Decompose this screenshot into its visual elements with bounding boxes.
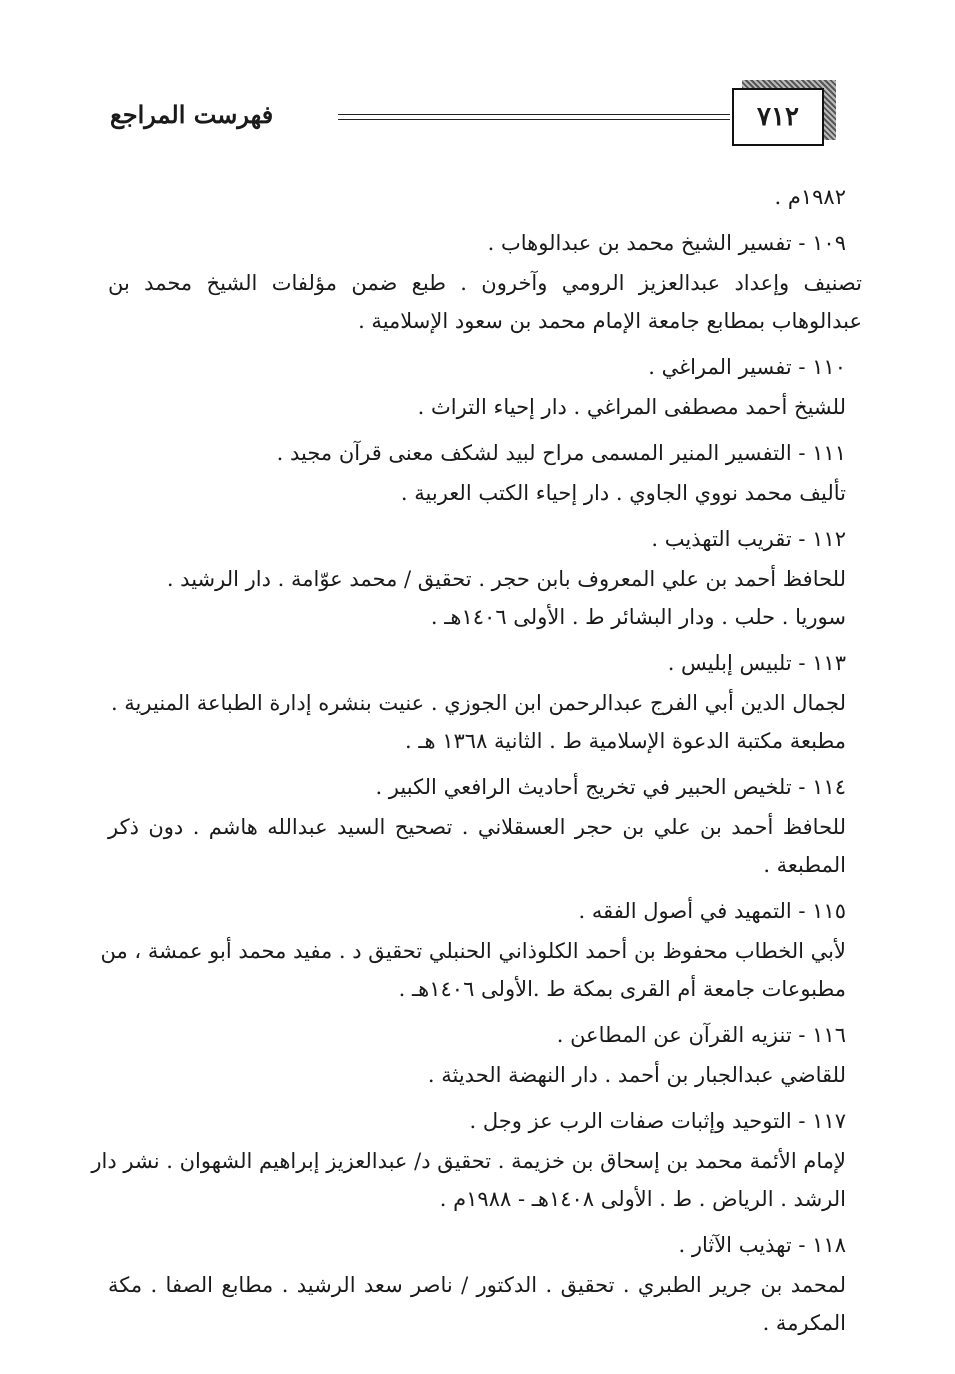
entry-line: عبدالوهاب بمطابع جامعة الإمام محمد بن سعود الإسلامية . (358, 309, 862, 333)
entry-line: للحافظ أحمد بن علي بن حجر العسقلاني . تصحيح السيد عبدالله هاشم . دون ذكر (108, 815, 846, 839)
lead-line: ١٩٨٢م . (774, 185, 846, 209)
entry-title: ١١٦ - تنزيه القرآن عن المطاعن . (556, 1023, 846, 1047)
reference-entry-116 (108, 1014, 846, 1094)
entry-title: ١١١ - التفسير المنير المسمى مراح لبيد لشكف معنى قرآن مجيد . (276, 441, 846, 465)
reference-entry-112 (108, 518, 846, 636)
reference-entry-110 (108, 346, 846, 426)
entry-line: لمحمد بن جرير الطبري . تحقيق . الدكتور / ناصر سعد الرشيد . مطابع الصفا . مكة (108, 1273, 846, 1297)
entry-title: ١١٨ - تهذيب الآثار . (678, 1233, 846, 1257)
reference-entry-115 (100, 890, 846, 1008)
entry-line: الرشد . الرياض . ط . الأولى ١٤٠٨هـ - ١٩٨٨م . (439, 1187, 846, 1211)
entry-title: ١١٣ - تلبيس إبليس . (667, 651, 846, 675)
reference-entry-117 (91, 1100, 846, 1218)
entry-title: ١١٥ - التمهيد في أصول الفقه . (578, 899, 846, 923)
entry-line: للحافظ أحمد بن علي المعروف بابن حجر . تحقيق / محمد عوّامة . دار الرشيد . (166, 567, 846, 591)
reference-entry-118 (108, 1224, 846, 1342)
header-rule (338, 114, 730, 120)
entry-line: المطبعة . (763, 853, 846, 877)
entry-line: تصنيف وإعداد عبدالعزيز الرومي وآخرون . طبع ضمن مؤلفات الشيخ محمد بن (108, 271, 862, 295)
entry-title: ١١٢ - تقريب التهذيب . (651, 527, 846, 551)
entry-line: المكرمة . (762, 1311, 846, 1335)
reference-entry-111 (108, 432, 846, 512)
entry-line: لإمام الأئمة محمد بن إسحاق بن خزيمة . تحقيق د/ عبدالعزيز إبراهيم الشهوان . نشر دار (91, 1149, 846, 1173)
references-list (91, 178, 862, 1342)
entry-title: ١٠٩ - تفسير الشيخ محمد بن عبدالوهاب . (487, 231, 846, 255)
reference-entry-109 (108, 222, 862, 340)
entry-line: مطبوعات جامعة أم القرى بمكة ط .الأولى ١٤٠٦هـ . (398, 977, 846, 1001)
entry-line: تأليف محمد نووي الجاوي . دار إحياء الكتب العربية . (400, 481, 846, 505)
reference-entry-113 (108, 642, 846, 760)
entry-line: للقاضي عبدالجبار بن أحمد . دار النهضة الحديثة . (427, 1063, 846, 1087)
reference-entry-114 (108, 766, 846, 884)
entry-line: مطبعة مكتبة الدعوة الإسلامية ط . الثانية ١٣٦٨ هـ . (404, 729, 846, 753)
header-title: فهرست المراجع (110, 100, 274, 129)
entry-line: للشيخ أحمد مصطفى المراغي . دار إحياء التراث . (417, 395, 846, 419)
page-number: ٧١٢ (732, 88, 824, 146)
entry-title: ١١٠ - تفسير المراغي . (648, 355, 846, 379)
entry-line: سوريا . حلب . ودار البشائر ط . الأولى ١٤٠٦هـ . (430, 605, 846, 629)
entry-title: ١١٤ - تلخيص الحبير في تخريج أحاديث الرافعي الكبير . (375, 775, 846, 799)
page-number-box (732, 80, 836, 148)
entry-line: لأبي الخطاب محفوظ بن أحمد الكلوذاني الحنبلي تحقيق د . مفيد محمد أبو عمشة ، من (100, 939, 846, 963)
entry-title: ١١٧ - التوحيد وإثبات صفات الرب عز وجل . (469, 1109, 846, 1133)
entry-line: لجمال الدين أبي الفرج عبدالرحمن ابن الجوزي . عنيت بنشره إدارة الطباعة المنيرية . (110, 691, 846, 715)
